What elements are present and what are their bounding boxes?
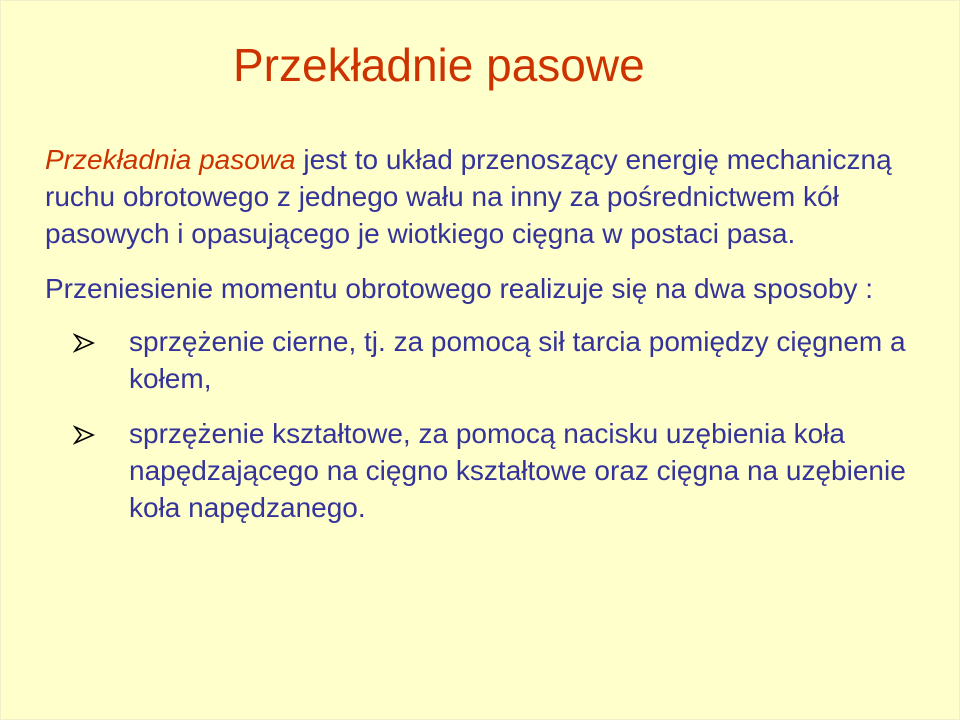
arrow-icon <box>73 333 95 353</box>
definition-text: jest to układ przenoszący energię mechaniczną ruchu obrotowego z jednego wału na inny za pośrednictwem kół pasowych i opasującego je wiotkiego cięgna w postaci pasa. <box>45 144 892 249</box>
transfer-text: Przeniesienie momentu obrotowego realizuje się na dwa sposoby : <box>45 273 874 304</box>
definition-term: Przekładnia pasowa <box>45 144 296 175</box>
transfer-paragraph <box>45 270 925 307</box>
methods-list <box>45 323 925 526</box>
definition-paragraph <box>45 141 925 252</box>
list-item <box>45 323 925 397</box>
arrow-icon <box>73 425 95 445</box>
list-item <box>45 415 925 526</box>
slide-title: Przekładnie pasowe <box>233 39 645 91</box>
method-text: sprzężenie kształtowe, za pomocą nacisku uzębienia koła napędzającego na cięgno kształtowe oraz cięgna na uzębienie koła napędzanego. <box>129 418 906 523</box>
slide-content <box>45 141 925 526</box>
method-text: sprzężenie cierne, tj. za pomocą sił tarcia pomiędzy cięgnem a kołem, <box>129 326 906 394</box>
